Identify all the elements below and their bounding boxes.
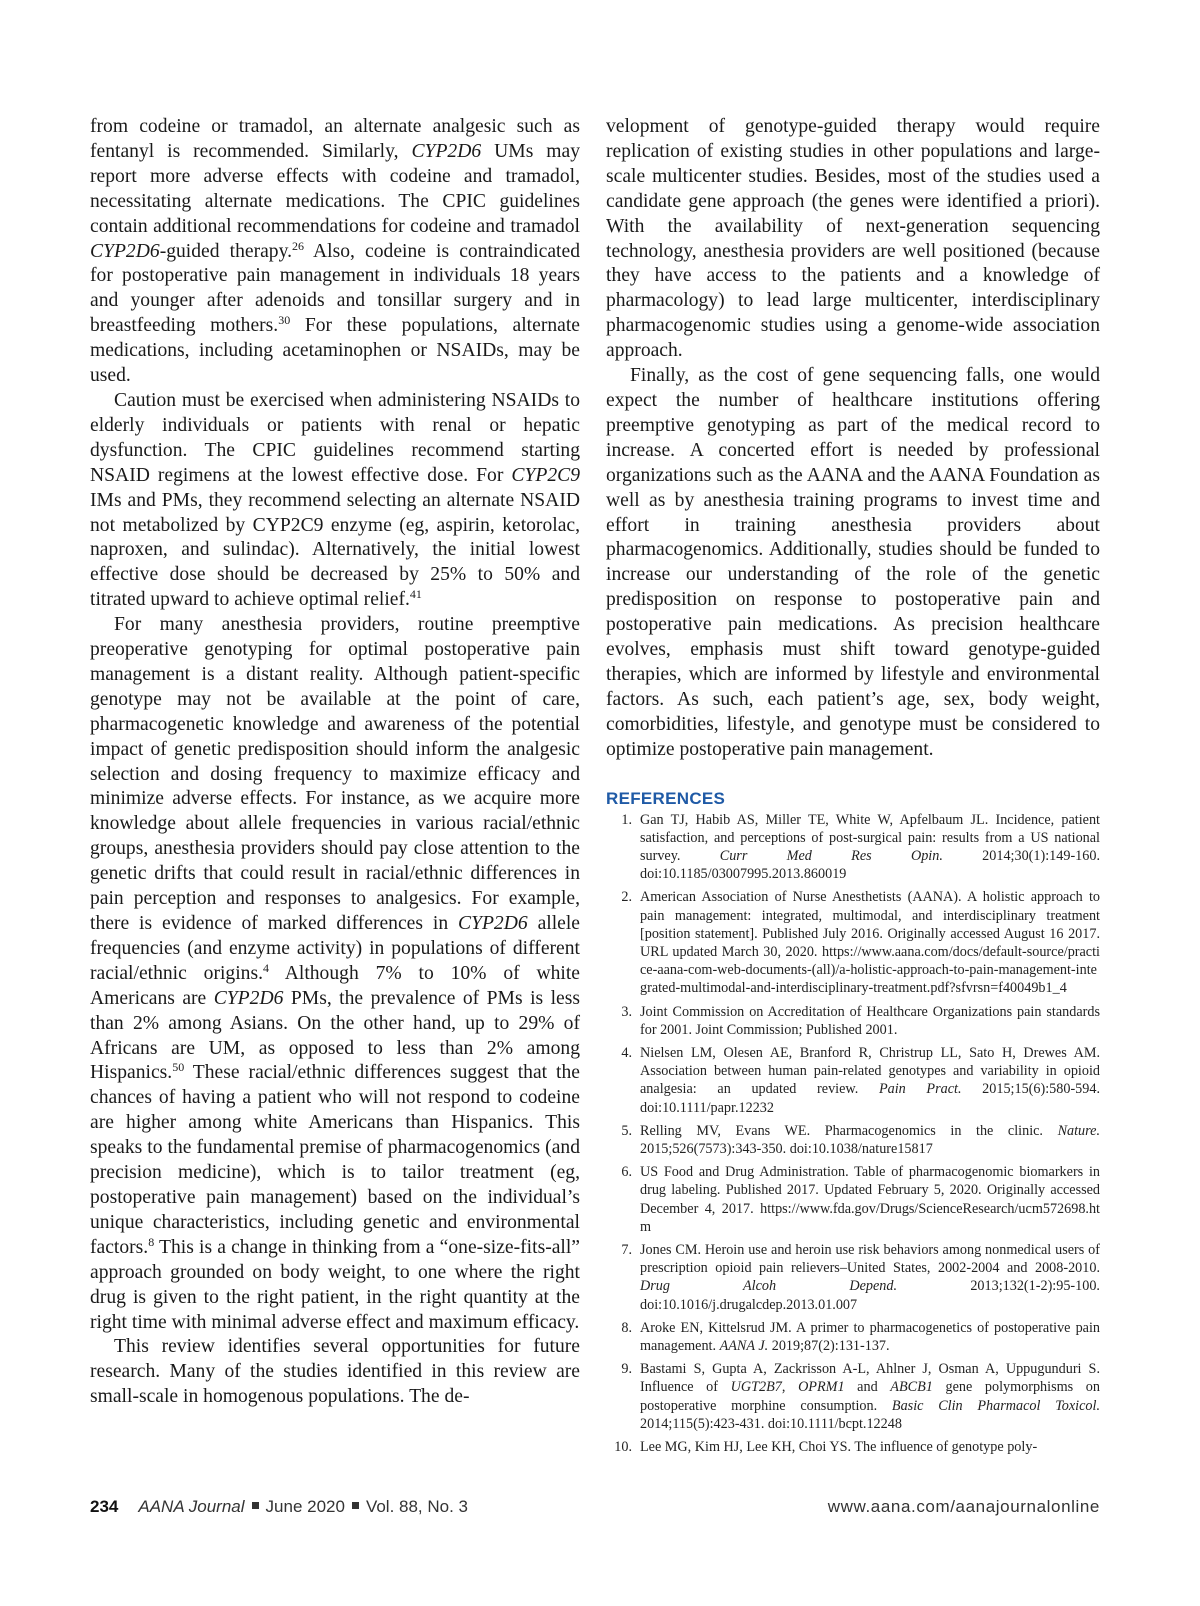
citation: 4 [262,960,269,975]
body-paragraph: For many anesthesia providers, routine preemptive preoperative genotyping for optimal postoperative pain management is a distant reality. Although patient-specific genotype may not be available at the point of care, pharmacogenetic knowledge and awareness of the potential impact of genetic predisposition should inform the analgesic selection and dosing frequency to maximize efficacy and minimize adverse effects. For instance, as we acquire more knowledge about allele frequencies in various racial/ethnic groups, anesthesia providers should pay close attention to the genetic drifts that could result in racial/ethnic differences in pain perception and responses to analgesics. For example, there is evidence of marked differences in CYP2D6 allele frequencies (and enzyme activity) in populations of different racial/ethnic origins.$^4$ Although 7% to 10% of white Americans are CYP2D6 PMs, the prevalence of PMs is less than 2% among Asians. On the other hand, up to 29% of Africans are UM, as opposed to less than 2% among Hispanics.$^{50}$ These racial/ethnic differences suggest that the chances of having a patient who will not respond to codeine are higher among white Americans than Hispanics. This speaks to the fundamental premise of pharmacogenomics (and precision medicine), which is to tailor treatment (eg, postoperative pain management) based on the individual’s unique characteristics, including genetic and environmental factors.$^8$ This is a change in thinking from a “one-size-fits-all” approach grounded on body weight, to one where the right drug is given to the right patient, in the right quantity at the right time with minimal adverse effect and maximum efficacy. [90,614,581,1333]
separator-square-icon [252,1502,259,1509]
body-paragraph: This review identifies several opportunities for future research. Many of the studies identified in this review are small-scale in homogenous populations. The de- [90,1336,580,1408]
page-footer [90,1497,1100,1521]
reference-list [606,811,1100,1457]
citation: 8 [148,1234,155,1249]
body-paragraph: Caution must be exercised when administering NSAIDs to elderly individuals or patients with renal or hepatic dysfunction. The CPIC guidelines recommend starting NSAID regimens at the lowest effective dose. For CYP2C9 IMs and PMs, they recommend selecting an alternate NSAID not metabolized by CYP2C9 enzyme (eg, aspirin, ketorolac, naproxen, and sulindac). Alternatively, the initial lowest effective dose should be decreased by 25% to 50% and titrated upward to achieve optimal relief.$^{41}$ [90,389,580,611]
reference-item: 4. Nielsen LM, Olesen AE, Branford R, Christrup LL, Sato H, Drewes AM. Association between human pain-related genotypes and variability in opioid analgesia: an updated review. Pain Pract. 2015;15(6):580-594. doi:10.1111/papr.12232 [621,1045,1100,1116]
reference-item: 10. Lee MG, Kim HJ, Lee KH, Choi YS. The influence of genotype poly- [614,1439,1038,1456]
reference-item: 5. Relling MV, Evans WE. Pharmacogenomics in the clinic. Nature. 2015;526(7573):343-350. doi:10.1038/nature15817 [621,1122,1100,1158]
page-number: 234 [90,1497,119,1516]
volume-info: Vol. 88, No. 3 [365,1497,469,1516]
issue-date: June 2020 [265,1497,345,1516]
reference-item: 7. Jones CM. Heroin use and heroin use risk behaviors among nonmedical users of prescription opioid pain relievers–United States, 2002-2004 and 2008-2010. Drug Alcoh Depend. 2013;132(1-2):95-100. doi:10.1016/j.drugalcdep.2013.01.007 [621,1242,1100,1313]
journal-name: AANA Journal [138,1497,245,1516]
reference-item: 9. Bastami S, Gupta A, Zackrisson A-L, Ahlner J, Osman A, Uppugunduri S. Influence of UGT2B7, OPRM1 and ABCB1 gene polymorphisms on postoperative morphine consumption. Basic Clin Pharmacol Toxicol. 2014;115(5):423-431. doi:10.1111/bcpt.12248 [621,1361,1100,1432]
body-paragraph: velopment of genotype-guided therapy would require replication of existing studies in other populations and large-scale multicenter studies. Besides, most of the studies used a candidate gene approach (the genes were identified a priori). With the availability of next-generation sequencing technology, anesthesia providers are well positioned (because they have access to the patients and a knowledge of pharmacology) to lead large multicenter, interdisciplinary pharmacogenomic studies using a genome-wide association approach. [606,116,1100,362]
reference-item: 6. US Food and Drug Administration. Table of pharmacogenomic biomarkers in drug labeling. Published 2017. Updated February 5, 2020. Originally accessed December 4, 2017. https://www.fda.gov/Drugs/ScienceResearch/ucm572698.htm [621,1164,1100,1235]
citation: 50 [172,1060,185,1075]
citation: 41 [409,587,422,602]
citation: 30 [278,313,291,328]
left-column [90,115,580,1410]
footer-citation [90,1497,468,1517]
separator-square-icon [352,1502,359,1509]
reference-item: 1. Gan TJ, Habib AS, Miller TE, White W, Apfelbaum JL. Incidence, patient satisfaction, and perceptions of post-surgical pain: results from a US national survey. Curr Med Res Opin. 2014;30(1):149-160. doi:10.1185/03007995.2013.860019 [621,811,1100,883]
journal-url[interactable]: www.aana.com/aanajournalonline [827,1497,1100,1516]
reference-item: 2. American Association of Nurse Anesthetists (AANA). A holistic approach to pain management: integrated, multimodal, and interdisciplinary treatment [position statement]. Published July 2016. Originally accessed August 16 2017. URL updated March 30, 2020. https://www.aana.com/docs/default-source/practice-aana-com-web-documents-(all)/a-holistic-approach-to-pain-management-integrated-multimodal-and-interdisciplinary-treatment.pdf?sfvrsn=f40049b1_4 [621,889,1100,997]
right-column [606,115,1100,1461]
references-heading: REFERENCES [606,788,726,808]
body-paragraph: from codeine or tramadol, an alternate analgesic such as fentanyl is recommended. Similarly, CYP2D6 UMs may report more adverse effects with codeine and tramadol, necessitating alternate medications. The CPIC guidelines contain additional recommendations for codeine and tramadol CYP2D6-guided therapy.$^{26}$ Also, codeine is contraindicated for postoperative pain management in individuals 18 years and younger after adenoids and tonsillar surgery and in breastfeeding mothers.$^{30}$ For these populations, alternate medications, including acetaminophen or NSAIDs, may be used. [90,116,580,387]
reference-link[interactable]: https://www.fda.gov/Drugs/ScienceResearch/ucm572698.htm [640,1200,1100,1235]
reference-item: 8. Aroke EN, Kittelsrud JM. A primer to pharmacogenetics of postoperative pain management. AANA J. 2019;87(2):131-137. [621,1319,1100,1355]
citation: 26 [292,238,305,253]
reference-item: 3. Joint Commission on Accreditation of Healthcare Organizations pain standards for 2001. Joint Commission; Published 2001. [621,1003,1100,1038]
body-paragraph: Finally, as the cost of gene sequencing falls, one would expect the number of healthcare institutions offering preemptive genotyping as part of the medical record to increase. A concerted effort is needed by professional organizations such as the AANA and the AANA Foundation as well as by anesthesia training programs to invest time and effort in training anesthesia providers about pharmacogenomics. Additionally, studies should be funded to increase our understanding of the role of the genetic predisposition on response to postoperative pain and postoperative pain medications. As precision healthcare evolves, emphasis must shift toward genotype-guided therapies, which are informed by lifestyle and environmental factors. As such, each patient’s age, sex, body weight, comorbidities, lifestyle, and genotype must be considered to optimize postoperative pain management. [606,365,1100,760]
reference-link[interactable]: https://www.aana.com/docs/default-source/practice-aana-com-web-documents-(all)/a-holistic-approach-to-pain-management-integrated-multimodal-and-interdisciplinary-treatment.pdf?sfvrsn=f40049b1_4 [640,943,1100,997]
